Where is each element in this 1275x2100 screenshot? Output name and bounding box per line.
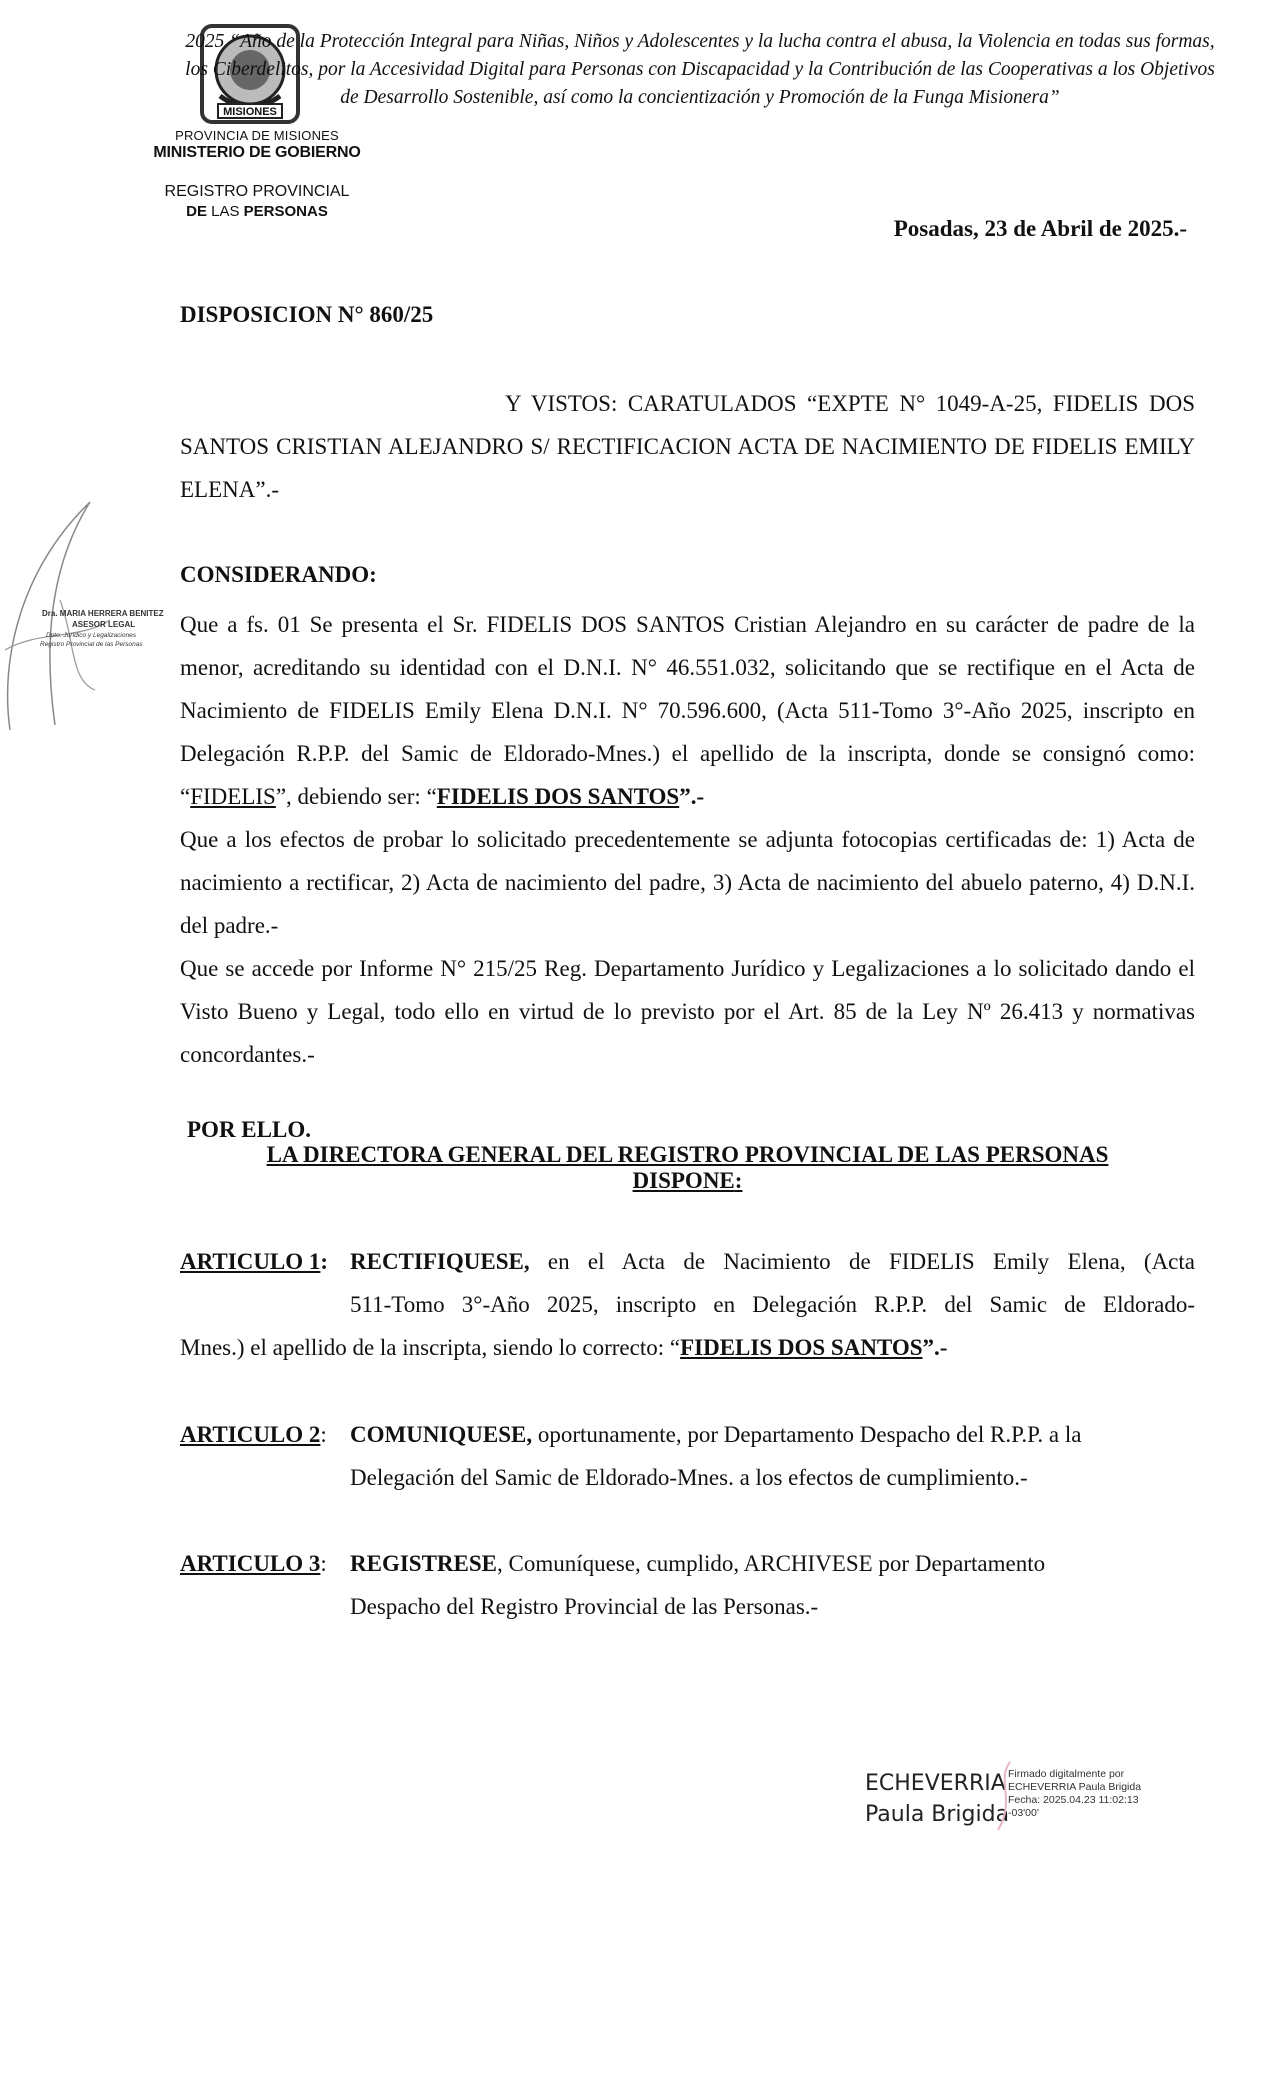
considerando-p1-text: Que a fs. 01 Se presenta el Sr. FIDELIS DOS SANTOS Cristian Alejandro en su carácter de padre de la menor, acreditando su identidad con el D.N.I. N° 46.551.032, solicitando que se rectifique en el Acta de Nacimiento de FIDELIS Emily Elena D.N.I. N° 70.596.600, (Acta 511-Tomo 3°-Año 2025, inscripto en Delegación R.P.P. del Samic de Eldorado-Mnes.) el apellido de la inscripta, donde se consignó como: “ [180,612,1195,809]
signature-detail-3: Fecha: 2025.04.23 11:02:13 [1008,1794,1139,1806]
registry-de: DE [186,203,207,220]
disposition-title: DISPOSICION N° 860/25 [180,302,434,327]
vistos-paragraph: Y VISTOS: CARATULADOS “EXPTE N° 1049-A-25, FIDELIS DOS SANTOS CRISTIAN ALEJANDRO S/ RECTIFICACION ACTA DE NACIMIENTO DE FIDELIS EMILY ELENA”.- [180,391,1195,502]
article-1-line2: 511-Tomo 3°-Año 2025, inscripto en Delegación R.P.P. del Samic de Eldorado- [350,1292,1195,1317]
registry-name-line1: REGISTRO PROVINCIAL [164,183,350,200]
correct-surname: FIDELIS DOS SANTOS [436,784,680,809]
signature-detail-4: -03'00' [1008,1807,1039,1819]
article-3 [180,1542,1195,1628]
signature-detail-2: ECHEVERRIA Paula Brigida [1008,1781,1142,1793]
considerando-p1-mid: ”, debiendo ser: “ [275,784,437,809]
signer-surname: ECHEVERRIA [865,1771,1006,1796]
article-1-line3-text: Mnes.) el apellido de la inscripta, siendo lo correcto: “ [180,1335,681,1360]
director-heading [180,1142,1195,1194]
article-1-correct-surname: FIDELIS DOS SANTOS [680,1335,923,1360]
ministry-name: MINISTERIO DE GOBIERNO [153,144,361,161]
article-1 [180,1240,1195,1369]
registry-las: LAS [206,203,244,220]
stamp-line1: Dra. MARIA HERRERA BENITEZ [42,609,164,618]
article-2-row1 [180,1413,1195,1456]
signer-name [865,1768,1009,1830]
article-1-line1 [350,1240,1195,1283]
por-ello-heading: POR ELLO. [187,1117,311,1142]
article-3-line1 [350,1542,1195,1585]
wrong-surname: FIDELIS [190,784,276,809]
considerando-paragraph-1 [180,603,1195,818]
director-line1: LA DIRECTORA GENERAL DEL REGISTRO PROVINCIAL DE LAS PERSONAS [266,1142,1109,1167]
registry-name-line2 [120,203,394,220]
article-1-row1 [180,1240,1195,1283]
article-2-keyword: COMUNIQUESE, [350,1422,533,1447]
article-2-line1-text: oportunamente, por Departamento Despacho del R.P.P. a la [532,1422,1082,1447]
article-1-keyword: RECTIFIQUESE, [350,1249,530,1274]
considerando-heading: CONSIDERANDO: [180,562,377,587]
article-2-line2: Delegación del Samic de Eldorado-Mnes. a los efectos de cumplimiento.- [350,1465,1028,1490]
considerando-paragraph-2: Que a los efectos de probar lo solicitado precedentemente se adjunta fotocopias certificadas de: 1) Acta de nacimiento a rectificar, 2) Acta de nacimiento del padre, 3) Acta de nacimiento del abuelo paterno, 4) D.N.I. del padre.- [180,827,1195,938]
year-motto: 2025 “Año de la Protección Integral para Niñas, Niños y Adolescentes y la lucha contra el abusa, la Violencia en todas sus formas, los Ciberdelitos, por la Accesividad Digital para Personas con Discapacidad y la Contribución de las Cooperativas a los Objetivos de Desarrollo Sostenible, así como la concientización y Promoción de la Funga Misionera” [185,31,1215,108]
article-2-colon: : [320,1422,327,1447]
director-line2 [180,1168,1195,1194]
stamp-line2: ASESOR LEGAL [72,620,136,629]
registry-personas: PERSONAS [243,203,328,220]
article-3-label-text: ARTICULO 3 [180,1551,321,1576]
stamp-line3: Dpto. Jurídico y Legalizaciones [46,632,136,639]
document-date: Posadas, 23 de Abril de 2025.- [893,216,1187,241]
stamp-line4: Registro Provincial de las Personas [40,641,143,648]
dispone-colon: : [734,1168,743,1193]
article-2-label-text: ARTICULO 2 [180,1422,321,1447]
legal-advisor-stamp [0,490,180,740]
article-2-label [180,1413,350,1456]
article-2 [180,1413,1195,1499]
signature-details [1008,1768,1141,1820]
article-1-line3-end: ”.- [922,1335,948,1360]
article-1-colon: : [320,1249,329,1274]
signer-given-names: Paula Brigida [865,1802,1010,1827]
article-1-line3 [180,1326,1195,1369]
article-3-row1 [180,1542,1195,1585]
article-3-line1-text: , Comuníquese, cumplido, ARCHIVESE por Departamento [497,1551,1046,1576]
article-1-line1-text: en el Acta de Nacimiento de FIDELIS Emily Elena, (Acta [529,1249,1195,1274]
article-1-label-text: ARTICULO 1 [180,1249,321,1274]
province-name: PROVINCIA DE MISIONES [175,128,339,143]
logo-text: MISIONES [223,106,277,118]
signature-detail-1: Firmado digitalmente por [1008,1768,1125,1780]
article-3-label [180,1542,350,1585]
considerando-p1-end: ”.- [679,784,705,809]
article-2-line1 [350,1413,1195,1456]
dispone-word: DISPONE [632,1168,735,1193]
article-3-line2: Despacho del Registro Provincial de las Personas.- [350,1594,819,1619]
article-3-keyword: REGISTRESE [350,1551,498,1576]
article-3-colon: : [320,1551,327,1576]
article-1-label [180,1240,350,1283]
considerando-paragraph-3: Que se accede por Informe N° 215/25 Reg. Departamento Jurídico y Legalizaciones a lo solicitado dando el Visto Bueno y Legal, todo ello en virtud de lo previsto por el Art. 85 de la Ley Nº 26.413 y normativas concordantes.- [180,956,1195,1067]
